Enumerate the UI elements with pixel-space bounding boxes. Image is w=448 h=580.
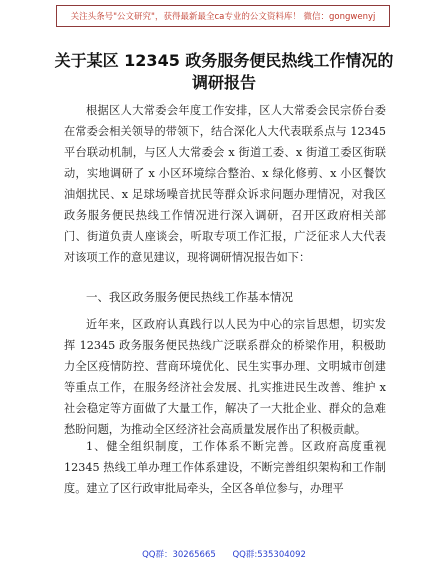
section-heading-1: 一、我区政务服务便民热线工作基本情况: [86, 290, 293, 304]
footer-contact: [0, 548, 448, 560]
section-1-paragraph: 近年来，区政府认真践行以人民为中心的宗旨思想，切实发挥 12345 政务服务便民热线广泛联系群众的桥梁作用，积极助力全区疫情防控、营商环境优化、民生实事办理、文明城市创建等重点工作，在服务经济社会发展、扎实推进民生改善、维护 x 社会稳定等方面做了大量工作，解决了一大批企业、群众的急难愁盼问题，为推动全区经济社会高质量发展作出了积极贡献。: [64, 318, 386, 436]
footer-qq-group-1: QQ群：30265665: [142, 550, 216, 560]
header-promo-text: 关注头条号"公文研究"，获得最新最全ca专业的公文资料库！ 微信：gongwenyj: [70, 12, 376, 22]
document-title: [30, 50, 418, 94]
header-promo-note: [56, 5, 390, 27]
footer-qq-group-2: QQ群:535304092: [232, 550, 306, 560]
title-line-2: 调研报告: [191, 73, 256, 92]
title-line-1: 关于某区 12345 政务服务便民热线工作情况的: [54, 51, 394, 70]
point-1-paragraph: 1、健全组织制度，工作体系不断完善。区政府高度重视 12345 热线工单办理工作体系建设，不断完善组织架构和工作制度。建立了区行政审批局牵头，全区各单位参与，办理平: [64, 440, 386, 495]
intro-paragraph: 根据区人大常委会年度工作安排，区人大常委会民宗侨台委在常委会相关领导的带领下，结合深化人大代表联系点与 12345 平台联动机制，与区人大常委会 x 街道工委、x 街道工委区街联动，实地调研了 x 小区环境综合整治、x 绿化修剪、x 小区餐饮油烟扰民、x 足球场噪音扰民等群众诉求问题办理情况，对我区政务服务便民热线工作情况进行深入调研，召开区政府相关部门、街道负责人座谈会，听取专项工作汇报，广泛征求人大代表对该项工作的意见建议，现将调研情况报告如下：: [64, 104, 386, 264]
